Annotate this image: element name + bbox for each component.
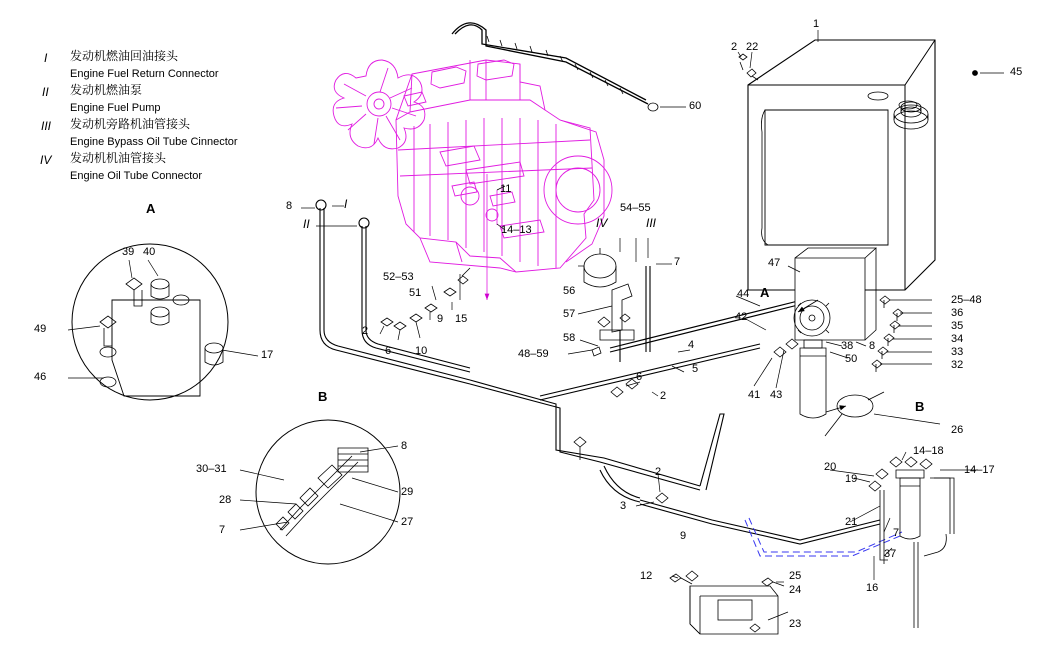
callout-35: 35 <box>951 320 964 332</box>
detail-label-a: A <box>146 201 156 216</box>
callout-b-ref: B <box>915 399 925 414</box>
callout-19: 19 <box>845 473 858 485</box>
callout-52-53: 52–53 <box>383 271 414 283</box>
callout-3: 3 <box>620 500 627 512</box>
callout-38: 38 <box>841 340 854 352</box>
bottom-bracket <box>670 574 784 634</box>
callout-16: 16 <box>866 582 879 594</box>
part-57-bracket <box>600 284 634 340</box>
callout-9-bottom: 9 <box>680 530 687 542</box>
callout-roman-iv: IV <box>596 216 608 230</box>
callout-12: 12 <box>640 570 653 582</box>
detail-label-b: B <box>318 389 328 404</box>
callout-48-59: 48–59 <box>518 348 549 360</box>
callout-37: 37 <box>884 548 897 560</box>
callout-20: 20 <box>824 461 837 473</box>
callout-40: 40 <box>143 246 156 258</box>
callout-11: 11 <box>500 183 512 195</box>
callout-26: 26 <box>951 424 964 436</box>
callout-57: 57 <box>563 308 576 320</box>
legend-cn-1: 发动机燃油回油接头 <box>70 49 179 63</box>
callout-39: 39 <box>122 246 135 258</box>
callout-54-55: 54–55 <box>620 202 651 214</box>
callout-25-48: 25–48 <box>951 294 982 306</box>
legend-en-3: Engine Bypass Oil Tube Cinnector <box>70 136 238 148</box>
legend-roman-2: II <box>42 85 49 99</box>
legend-cn-4: 发动机机油管接头 <box>70 151 167 165</box>
callout-15: 15 <box>455 313 468 325</box>
callout-33: 33 <box>951 346 964 358</box>
callout-24: 24 <box>789 584 802 596</box>
legend-roman-3: III <box>41 119 52 133</box>
engine-assembly <box>333 60 612 272</box>
callout-8-top: 8 <box>286 200 293 212</box>
legend-cn-2: 发动机燃油泵 <box>70 83 143 97</box>
callout-58: 58 <box>563 332 576 344</box>
lower-right-filter <box>869 457 954 628</box>
filter-head-assembly <box>794 248 876 418</box>
callout-41: 41 <box>748 389 761 401</box>
detail-circle-a <box>72 244 228 400</box>
callout-34: 34 <box>951 333 964 345</box>
callout-8-right: 8 <box>869 340 876 352</box>
tank-bolt-group <box>739 54 758 80</box>
callout-14-18: 14–18 <box>913 445 944 457</box>
callout-2: 2 <box>731 41 738 53</box>
legend-cn-3: 发动机旁路机油管接头 <box>70 117 191 131</box>
legend-en-4: Engine Oil Tube Connector <box>70 170 203 182</box>
fuel-lines-left <box>316 197 470 384</box>
callout-45: 45 <box>1010 66 1023 78</box>
callout-2-mid: 2 <box>660 390 667 402</box>
callout-8-detailb: 8 <box>401 440 408 452</box>
tank-fill-hose <box>452 23 658 111</box>
callout-4: 4 <box>688 339 695 351</box>
callout-roman-i: I <box>344 197 348 211</box>
callout-27: 27 <box>401 516 414 528</box>
callout-42: 42 <box>735 311 748 323</box>
callout-56: 56 <box>563 285 576 297</box>
legend-en-2: Engine Fuel Pump <box>70 102 161 114</box>
callout-22: 22 <box>746 41 759 53</box>
callout-6-mid: 6 <box>636 371 643 383</box>
part-56-reservoir <box>584 248 616 287</box>
callout-6-left: 6 <box>385 345 392 357</box>
callout-25-bottom: 25 <box>789 570 802 582</box>
callout-roman-iii: III <box>646 216 657 230</box>
callout-50: 50 <box>845 353 858 365</box>
callout-10: 10 <box>415 345 428 357</box>
legend-roman-4: IV <box>40 153 52 167</box>
detail-circle-b <box>256 420 400 564</box>
callout-7-lower: 7 <box>893 527 900 539</box>
callout-51: 51 <box>409 287 422 299</box>
callout-7-detailb: 7 <box>219 524 226 536</box>
callout-44: 44 <box>737 288 750 300</box>
callout-2-left: 2 <box>362 325 369 337</box>
callout-43: 43 <box>770 389 783 401</box>
callout-21: 21 <box>845 516 858 528</box>
callout-17: 17 <box>261 349 274 361</box>
callout-2-bottom: 2 <box>655 466 662 478</box>
callout-7-upper: 7 <box>674 256 681 268</box>
callout-32: 32 <box>951 359 964 371</box>
callout-a-ref: A <box>760 285 770 300</box>
callout-14-13: 14–13 <box>501 224 532 236</box>
callout-47: 47 <box>768 257 781 269</box>
callout-30-31: 30–31 <box>196 463 227 475</box>
right-hardware-column <box>872 296 903 372</box>
callout-46: 46 <box>34 371 47 383</box>
callout-23: 23 <box>789 618 802 630</box>
callout-29: 29 <box>401 486 414 498</box>
callout-5: 5 <box>692 363 699 375</box>
callout-28: 28 <box>219 494 232 506</box>
callout-49: 49 <box>34 323 47 335</box>
callout-1: 1 <box>813 18 820 30</box>
callout-60: 60 <box>689 100 702 112</box>
callout-roman-ii: II <box>303 217 310 231</box>
fuel-tank-outline <box>748 40 935 290</box>
callout-36: 36 <box>951 307 964 319</box>
legend-roman-1: I <box>44 51 48 65</box>
callout-9: 9 <box>437 313 444 325</box>
legend-en-1: Engine Fuel Return Connector <box>70 68 219 80</box>
callout-14-17: 14–17 <box>964 464 995 476</box>
